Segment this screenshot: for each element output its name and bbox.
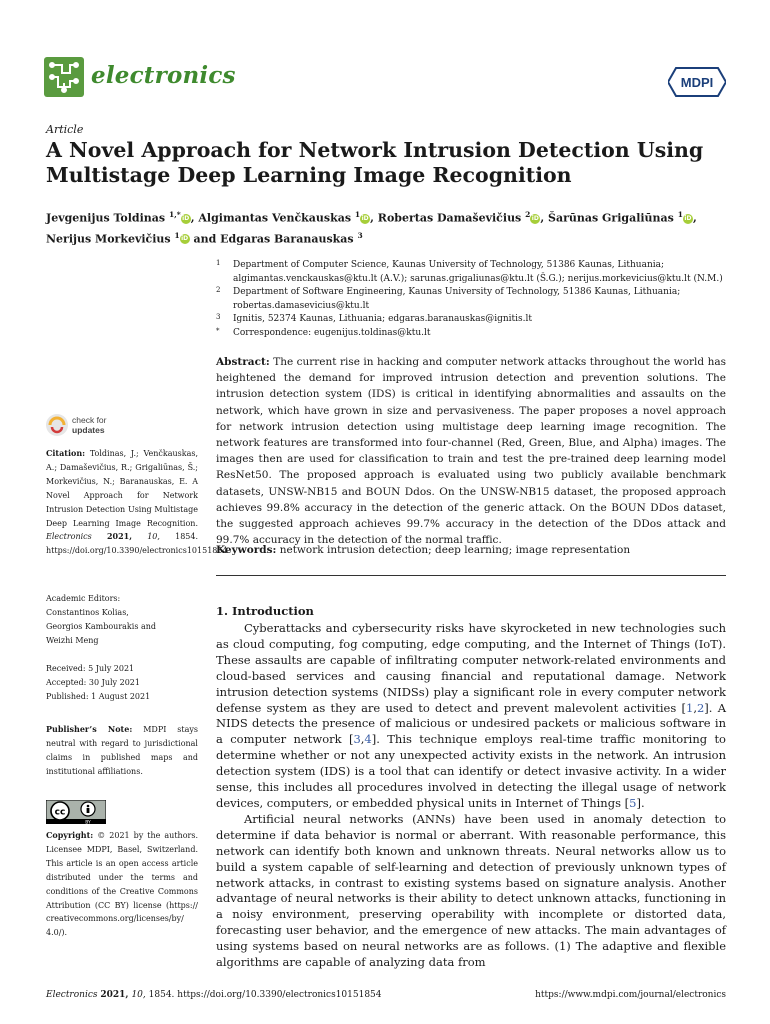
keywords-label: Keywords: [216,544,277,556]
footer-journal: Electronics [46,990,98,1000]
affiliation-item [216,313,726,327]
affiliation-text: Ignitis, 52374 Kaunas, Lithuania; edgaras.baranauskas@ignitis.lt [233,314,533,324]
editors-label: Academic Editors: [46,594,121,603]
citation-doi[interactable]: 1854. https://doi.org/10.3390/electronics10151854 [46,532,228,556]
footer-citation [46,990,382,1000]
orcid-icon[interactable]: iD [684,214,692,222]
citation-year: 2021, [106,531,133,542]
affiliation-item [216,259,726,286]
mdpi-logo-text: MDPI [680,75,714,90]
academic-editors [46,592,198,648]
citation-text: Toldinas, J.; Venčkauskas, A.; Damaševičius, R.; Grigaliūnas, Š.; Morkevičius, N.; Baranauskas, E. A Novel Approach for Network Intrusion Detection Using Multistage Deep Learning Image Recognition. [46,449,198,528]
abstract-text: The current rise in hacking and computer network attacks throughout the world has heightened the demand for improved intrusion detection and prevention solutions. The intrusion detection system (IDS) is critical in identifying abnormalities and assaults on the network, which have grown in size and pervasiveness. The paper proposes a novel approach for network intrusion detection using multistage deep learning image recognition. The network features are transformed into four-channel (Red, Green, Blue, and Alpha) images. The images then are used for classification to train and test the pre-trained deep learning model ResNet50. The proposed approach is evaluated using two publicly available benchmark datasets, UNSW-NB15 and BOUN Ddos. On the UNSW-NB15 dataset, the proposed approach achieves 99.8% accuracy in the detection of the generic attack. On the BOUN DDos dataset, the suggested approach achieves 99.7% accuracy in the detection of the DDos attack and 99.7% accuracy in the detection of the normal traffic. [216,356,726,547]
author-list: Jevgenijus Toldinas $^{1,*}$iD, Algimantas Venčkauskas $^1$iD, Robertas Damaševičius $^2$iD, Šarūnas Grigaliūnas $^1$iD, Nerijus Morkevičius $^1$iD and Edgaras Baranauskas $^3$ [46,210,697,246]
check-for-updates-badge[interactable] [46,414,156,440]
author-affiliation-mark: 2 [525,210,531,219]
citation-block [46,447,228,558]
footer-year: 2021, [100,990,129,1000]
citation-volume: 10, [147,532,160,542]
body-text [216,621,726,971]
check-updates-text [72,415,107,435]
orcid-icon[interactable]: iD [181,235,189,243]
section-divider [216,575,726,576]
footer-doi[interactable]: 1854. https://doi.org/10.3390/electronics10151854 [148,990,382,1000]
author-name: Algimantas Venčkauskas [198,211,352,225]
check-updates-line-2: updates [72,425,105,435]
author-name: Nerijus Morkevičius [46,232,171,246]
editor-name: Georgios Kambourakis and [46,621,157,631]
editor-name: Weizhi Meng [46,635,99,645]
author-affiliation-mark: 1 [354,210,361,219]
keywords [216,543,726,558]
section-heading: 1. Introduction [216,604,314,618]
cc-by-license-icon[interactable] [46,800,106,824]
abstract [216,354,726,548]
affiliation-text: Correspondence: eugenijus.toldinas@ktu.lt [233,327,431,338]
publication-dates [46,662,198,704]
author-name: Jevgenijus Toldinas [46,211,166,225]
affiliation-mark: * [216,326,220,335]
copyright-label: Copyright: [46,830,94,840]
affiliation-mark: 3 [216,313,221,321]
affiliation-text: Department of Computer Science, Kaunas University of Technology, 51386 Kaunas, Lithuania; algimantas.venckauskas@ktu.lt (A.V.); sarunas.grigaliunas@ktu.lt (Š.G.); nerijus.morkevicius@ktu.lt (N.M.) [233,260,723,284]
publisher-note [46,723,198,779]
cc-label: cc [54,807,66,818]
mdpi-logo-icon [668,64,726,100]
reference-link[interactable]: 2 [696,700,705,715]
citation-label: Citation: [46,448,86,458]
check-updates-line-1: check for [72,415,107,425]
paragraph: Cyberattacks and cybersecurity risks have skyrocketed in new technologies such as cloud computing, fog computing, edge computing, and the Internet of Things (IoT). These assaults are capable of infiltrating computer network-related environments and cloud-based services and causing financial and reputational damage. Network intrusion detection systems (NIDSs) play a significant role in every computer network defense system as they are used to detect and prevent malevolent activities [1,2]. A NIDS detects the presence of malicious or undesired packets or malicious software in a computer network [3,4]. This technique employs real-time traffic monitoring to determine whether or not any unexpected activity exists in the network. An intrusion detection system (IDS) is a tool that can identify or detect invasive activity. In a wider sense, this includes all procedures involved in detecting the illegal usage of network devices, computers, or embedded physical units in Internet of Things [5]. [216,621,726,810]
publisher-note-label: Publisher’s Note: [46,724,133,734]
author-affiliation-mark: 1 [677,210,683,219]
copyright-text: © 2021 by the authors. Licensee MDPI, Basel, Switzerland. This article is an open access article distributed under the terms and conditions of the Creative Commons Attribution (CC BY) license (https:// creativecommons.org/licenses/by/ 4.0/). [46,831,198,938]
orcid-icon[interactable]: iD [182,214,190,222]
journal-logo-icon [44,57,84,97]
reference-link[interactable]: 5 [629,795,637,810]
paper-title [46,138,706,188]
abstract-label: Abstract: [216,356,270,368]
publisher-note-text: MDPI stays neutral with regard to jurisdictional claims in published maps and institutional affiliations. [46,725,199,776]
reference-link[interactable]: 3 [353,732,361,747]
copyright-notice [46,829,198,940]
author-name: Edgaras Baranauskas [220,232,354,246]
footer-volume: 10, [131,990,146,1000]
keywords-text: network intrusion detection; deep learning; image representation [279,544,631,556]
affiliations [216,259,726,340]
title-line-2: Multistage Deep Learning Image Recognition [46,163,572,187]
paragraph: Artificial neural networks (ANNs) have been used in anomaly detection to determine if data behavior is normal or aberrant. With reasonable performance, this network can identify both known and unknown threats. Neural networks allow us to build a system capable of self-learning and detection of previously unknown types of network attacks, in contrast to existing systems based on signature analysis. Another advantage of neural networks is their ability to detect unknown attacks, functioning in a noisy environment, preserving operability with incomplete or distorted data, forecasting user behavior, and the emergence of new attacks. The main advantages of using systems based on neural networks are as follows. (1) The adaptive and flexible algorithms are capable of analyzing data from [216,811,726,970]
journal-name: electronics [91,62,236,89]
by-label: BY [85,820,91,824]
date-accepted: Accepted: 30 July 2021 [46,677,140,687]
author-affiliation-mark: 1,* [168,210,181,219]
check-updates-icon [46,414,68,436]
date-published: Published: 1 August 2021 [46,691,151,701]
orcid-icon[interactable]: iD [531,214,539,222]
author-name: Robertas Damaševičius [377,211,522,225]
title-line-1: A Novel Approach for Network Intrusion Detection Using [46,138,704,162]
affiliation-item [216,286,726,313]
editor-name: Constantinos Kolias, [46,607,129,617]
affiliation-mark: 2 [216,286,221,294]
reference-link[interactable]: 4 [364,732,372,747]
author-and: and [193,232,217,246]
author-affiliation-mark: 3 [357,230,363,240]
article-type: Article [46,123,84,136]
author-affiliation-mark: 1 [174,230,180,240]
orcid-icon[interactable]: iD [361,214,369,222]
footer-journal-url[interactable]: https://www.mdpi.com/journal/electronics [535,990,726,1000]
affiliation-text: Department of Software Engineering, Kaunas University of Technology, 51386 Kaunas, Lithuania; robertas.damasevicius@ktu.lt [233,287,681,311]
affiliation-item [216,327,726,341]
date-received: Received: 5 July 2021 [46,664,135,673]
citation-journal: Electronics [46,532,92,542]
author-name: Šarūnas Grigaliūnas [548,211,674,225]
affiliation-mark: 1 [216,259,221,267]
reference-link[interactable]: 1 [685,700,694,715]
